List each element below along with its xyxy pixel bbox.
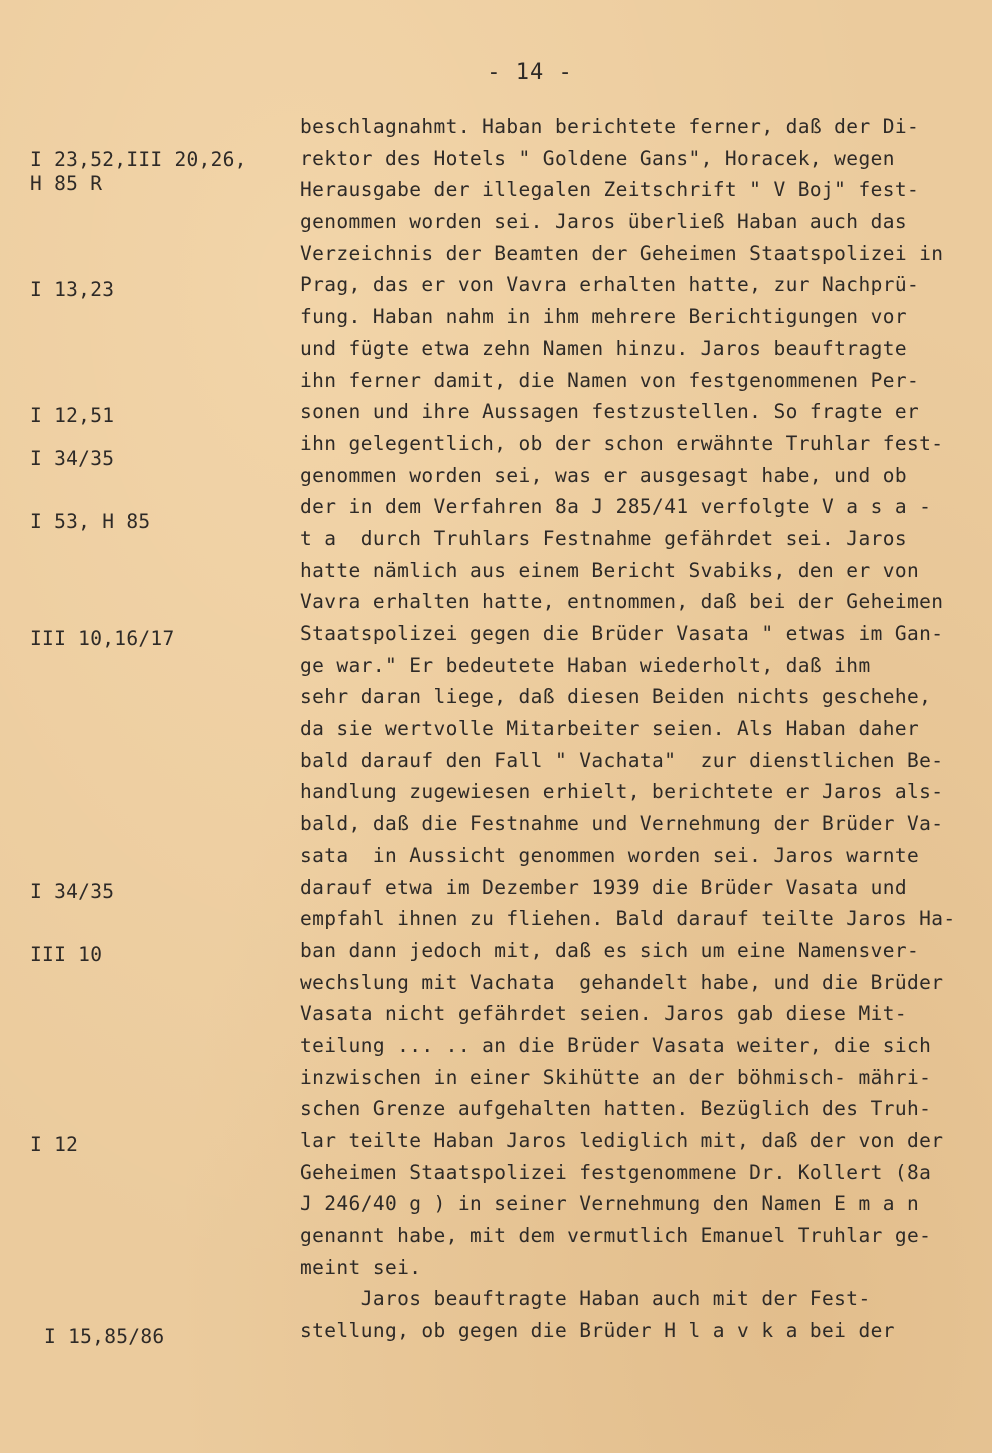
margin-note: H 85 R (30, 172, 103, 195)
text-line: hatte nämlich aus einem Bericht Svabiks, den er von (300, 558, 920, 582)
text-line: teilung ... .. an die Brüder Vasata weiter, die sich (300, 1033, 932, 1057)
text-line: sonen und ihre Aussagen festzustellen. So fragte er (300, 400, 920, 424)
text-line: Vasata nicht gefährdet seien. Jaros gab diese Mit- (300, 1002, 907, 1026)
text-line: stellung, ob gegen die Brüder H l a v k a bei der (300, 1319, 895, 1343)
text-line: lar teilte Haban Jaros lediglich mit, daß der von der (300, 1129, 944, 1152)
text-line: der in dem Verfahren 8a J 285/41 verfolgte V a s a - (300, 495, 932, 519)
margin-note: III 10 (30, 943, 103, 966)
text-line: schen Grenze aufgehalten hatten. Bezüglich des Truh- (300, 1097, 932, 1121)
text-line: t a durch Truhlars Festnahme gefährdet sei. Jaros (300, 526, 907, 550)
text-line: bald, daß die Festnahme und Vernehmung der Brüder Va- (300, 812, 944, 836)
margin-note: I 23,52,III 20,26, (30, 148, 247, 171)
text-line: Vavra erhalten hatte, entnommen, daß bei der Geheimen (300, 590, 944, 614)
text-line: sehr daran liege, daß diesen Beiden nichts geschehe, (300, 685, 932, 709)
text-line: sata in Aussicht genommen worden sei. Jaros warnte (300, 843, 920, 867)
text-line: ihn ferner damit, die Namen von festgenommenen Per- (300, 368, 920, 392)
margin-note: I 15,85/86 (44, 1325, 165, 1348)
text-line: Herausgabe der illegalen Zeitschrift " V Boj" fest- (300, 178, 920, 202)
margin-note: I 34/35 (30, 880, 115, 903)
margin-note: III 10,16/17 (30, 627, 175, 650)
text-line: ban dann jedoch mit, daß es sich um eine Namensver- (300, 938, 920, 962)
text-line: genommen worden sei, was er ausgesagt habe, und ob (300, 463, 907, 487)
margin-notes (0, 0, 290, 1453)
text-line: darauf etwa im Dezember 1939 die Brüder Vasata und (300, 875, 907, 899)
text-line: handlung zugewiesen erhielt, berichtete er Jaros als- (300, 780, 944, 804)
text-line: empfahl ihnen zu fliehen. Bald darauf teilte Jaros Ha- (300, 907, 956, 931)
text-line: genommen worden sei. Jaros überließ Haban auch das (300, 210, 907, 234)
margin-note: I 12,51 (30, 404, 115, 427)
text-line: bald darauf den Fall " Vachata" zur dienstlichen Be- (300, 748, 944, 772)
text-line: wechslung mit Vachata gehandelt habe, und die Brüder (300, 970, 944, 994)
margin-note: I 53, H 85 (30, 510, 151, 533)
text-line: fung. Haban nahm in ihm mehrere Berichtigungen vor (300, 305, 907, 329)
margin-note: I 13,23 (30, 278, 115, 301)
text-line: meint sei. (300, 1255, 422, 1279)
text-line: Verzeichnis der Beamten der Geheimen Staatspolizei in (300, 241, 944, 265)
text-line: und fügte etwa zehn Namen hinzu. Jaros beauftragte (300, 336, 907, 360)
text-line: Jaros beauftragte Haban auch mit der Fest- (300, 1287, 871, 1311)
text-line: genannt habe, mit dem vermutlich Emanuel Truhlar ge- (300, 1224, 932, 1248)
text-line: inzwischen in einer Skihütte an der böhmisch- mähri- (300, 1065, 932, 1089)
text-line: ihn gelegentlich, ob der schon erwähnte Truhlar fest- (300, 431, 944, 455)
text-line: da sie wertvolle Mitarbeiter seien. Als Haban daher (300, 717, 920, 741)
text-line: rektor des Hotels " Goldene Gans", Horacek, wegen (300, 146, 895, 170)
margin-note: I 34/35 (30, 447, 115, 470)
text-line: beschlagnahmt. Haban berichtete ferner, daß der Di- (300, 115, 920, 138)
text-line: Geheimen Staatspolizei festgenommene Dr. Kollert (8a (300, 1160, 932, 1184)
page-number: - 14 - (487, 60, 573, 85)
text-line: ge war." Er bedeutete Haban wiederholt, daß ihm (300, 653, 871, 677)
margin-note: I 12 (30, 1133, 79, 1156)
text-line: Prag, das er von Vavra erhalten hatte, zur Nachprü- (300, 273, 920, 297)
text-line: Staatspolizei gegen die Brüder Vasata " etwas im Gan- (300, 622, 944, 645)
body-text (300, 111, 990, 1347)
text-line: J 246/40 g ) in seiner Vernehmung den Namen E m a n (300, 1192, 920, 1216)
